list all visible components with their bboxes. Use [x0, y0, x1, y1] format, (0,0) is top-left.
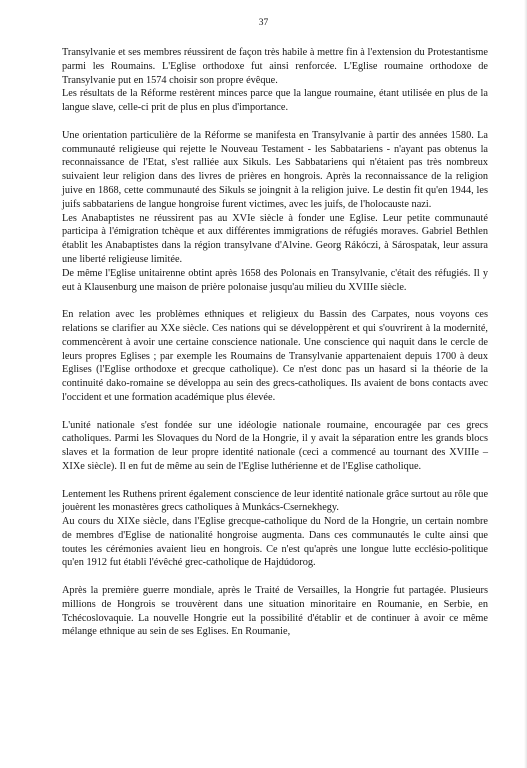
paragraph-anabaptists: Les Anabaptistes ne réussirent pas au XVIe siècle à fonder une Eglise. Leur petite communauté participa à l'émigration tchèque et aux différentes immigrations de réfugiés moraves. Gabriel Bethlen établit les Anabaptistes dans la région transylvane d'Alvine. Georg Rákóczi, à Sárospatak, leur assura une liberté religieuse limitée. [62, 212, 488, 265]
paragraph-unitarian-church: De même l'Eglise unitairenne obtint après 1658 des Polonais en Transylvanie, c'était des réfugiés. Il y eut à Klausenburg une maison de prière polonaise jusqu'au milieu du XVIIIe siècle. [62, 267, 488, 293]
page-number: 37 [258, 18, 269, 28]
paragraph-sabbatarians: Une orientation particulière de la Réforme se manifesta en Transylvanie à partir des années 1580. La communauté religieuse qui rejette le Nouveau Testament - les Sabbatariens - n'ayant pas obtenus la reconnaissance de l'Etat, s'est ralliée aux Sikuls. Les Sabbatariens qui n'étaient pas très nombreux suivaient leur religion dans des livres de prières en hongrois. Après la reconnaissance de la religion juive en 1868, cette communauté des Sikuls se joingnit à la religion juive. Le destin fit qu'en 1944, les juifs sabbatariens de langue hongroise furent victimes, avec les juifs, de l'holocauste nazi. [62, 129, 488, 210]
paragraph-national-unity: L'unité nationale s'est fondée sur une idéologie nationale roumaine, encouragée par ces grecs catholiques. Parmi les Slovaques du Nord de la Hongrie, il y avait la séparation entre les grands blocs slaves et la formation de leur propre identité nationale (ceci a commencé au tournant des XVIIIe – XIXe siècle). Il en fut de même au sein de l'Eglise luthérienne et de l'Eglise catholique. [62, 419, 488, 472]
paragraph-reformation-end: Transylvanie et ses membres réussirent de façon très habile à mettre fin à l'extension du Protestantisme parmi les Roumains. L'Eglise orthodoxe fut ainsi renforcée. L'Eglise roumaine orthodoxe de Transylvanie put en 1574 choisir son propre évêque. [62, 47, 488, 86]
paragraph-reform-results: Les résultats de la Réforme restèrent minces parce que la langue roumaine, étant utilisée en plus de la langue slave, celle-ci prit de plus en plus d'importance. [62, 88, 488, 114]
paragraph-ruthenians: Lentement les Ruthens prirent également conscience de leur identité nationale grâce surtout au rôle que jouèrent les monastères grecs catholiques à Munkács-Csernekhegy. [62, 488, 489, 514]
paragraph-greek-catholic-hungarian: Au cours du XIXe siècle, dans l'Eglise grecque-catholique du Nord de la Hongrie, un certain nombre de membres d'Eglise de nationalité hongroise augmenta. Dans ces communautés le culte ainsi que toutes les cérémonies avaient lieu en hongrois. Ce n'est qu'après une longue lutte ecclésio-politique qu'en 1912 fut établi l'évêché grec-catholique de Hajdúdorog. [62, 516, 488, 569]
paragraph-after-wwi: Après la première guerre mondiale, après le Traité de Versailles, la Hongrie fut partagée. Plusieurs millions de Hongrois se trouvèrent dans une situation minoritaire en Roumanie, en Serbie, en Tchécoslovaquie. La nouvelle Hongrie eut la possibilité d'établir et de continuer à avoir ce même mélange ethnique au sein de ses Eglises. En Roumanie, [62, 585, 488, 638]
body-text [62, 46, 488, 639]
paragraph-ethnic-religious-problems: En relation avec les problèmes ethniques et religieux du Bassin des Carpates, nous voyons ces relations se clarifier au XXe siècle. Ces nations qui se développèrent et qui s'ouvrirent à la modernité, commencèrent à avoir une certaine conscience nationale. Une conscience qui naquit dans le cercle de leurs propres Eglises ; par exemple les Roumains de Transylvanie appartenaient depuis 1700 à deux Eglises (l'Eglise orthodoxe et grecque catholique). Ce n'est donc pas un hasard si la théorie de la continuité dako-romaine se développa au sein des grecs-catholiques. Ils avaient de bons contacts avec l'occident et une formation académique plus élevée. [62, 309, 488, 403]
